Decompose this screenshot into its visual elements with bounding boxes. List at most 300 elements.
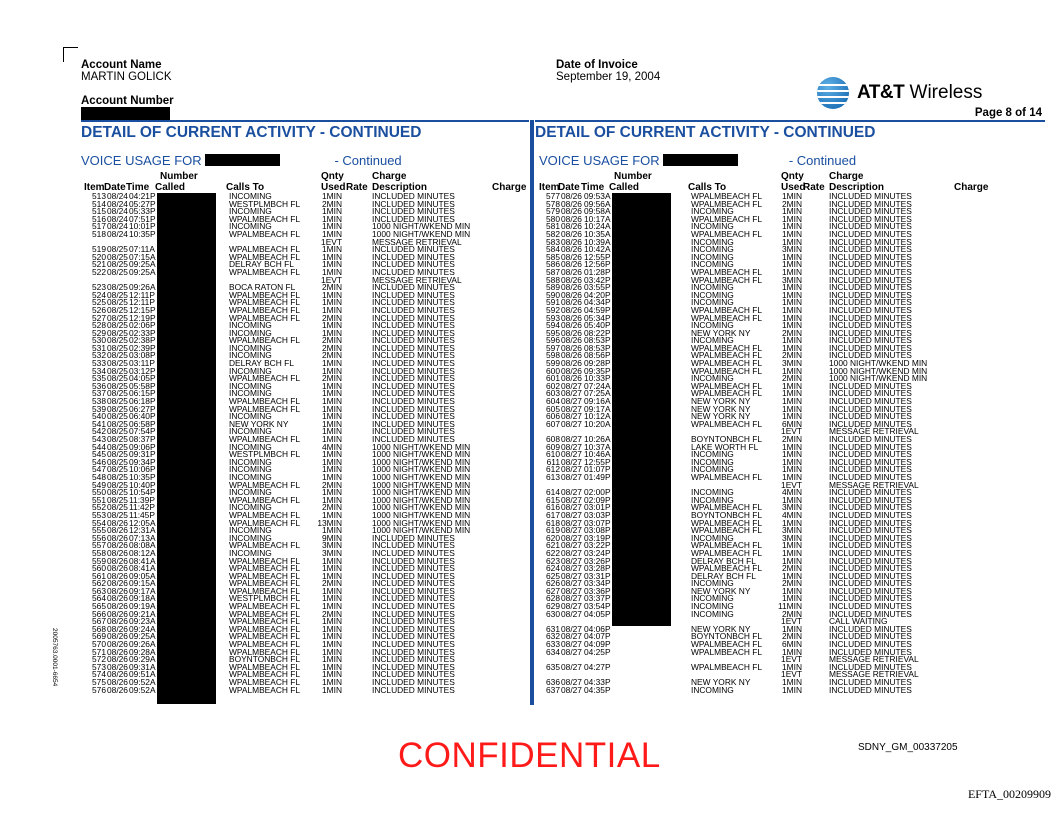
- charge-description: 1000 NIGHT/WKEND MIN: [372, 449, 471, 460]
- calls-to: BOYNTONBCH FL: [691, 509, 763, 520]
- calls-to: WPALMBEACH FL: [229, 555, 301, 566]
- call-date: 08/27: [561, 608, 582, 619]
- charge-description: INCLUDED MINUTES: [829, 304, 912, 315]
- charge-description: 1000 NIGHT/WKEND MIN: [372, 456, 471, 467]
- charge-description: MESSAGE RETRIEVAL: [372, 236, 462, 247]
- qty-used: 1MIN: [781, 297, 802, 308]
- charge-description: INCLUDED MINUTES: [372, 646, 455, 657]
- calls-to: INCOMING: [229, 487, 272, 498]
- qty-used: 1MIN: [321, 380, 342, 391]
- call-time: 05:40P: [584, 320, 611, 331]
- item-number: 566: [92, 608, 106, 619]
- charge-description: 1000 NIGHT/WKEND MIN: [372, 517, 471, 528]
- qty-used: 2MIN: [781, 578, 802, 589]
- call-date: 08/27: [561, 403, 582, 414]
- item-number: 599: [546, 358, 560, 369]
- qty-used: 1MIN: [321, 669, 342, 680]
- col-header-used: Used: [321, 182, 346, 193]
- calls-to: INCOMING: [691, 464, 734, 475]
- col-header-charge-top: Charge: [829, 171, 864, 182]
- call-date: 08/27: [561, 411, 582, 422]
- calls-to: WPALMBEACH FL: [691, 646, 763, 657]
- charge-description: 1000 NIGHT/WKEND MIN: [829, 365, 928, 376]
- calls-to: INCOMING: [691, 684, 734, 695]
- qty-used: 1MIN: [781, 191, 802, 201]
- call-date: 08/25: [107, 509, 128, 520]
- call-time: 09:52A: [129, 684, 156, 695]
- charge-description: INCLUDED MINUTES: [372, 684, 455, 695]
- col-header-time: Time: [126, 182, 150, 193]
- calls-to: WPALMBEACH FL: [691, 639, 763, 650]
- qty-used: 1MIN: [321, 388, 342, 399]
- qty-used: 1MIN: [781, 471, 802, 482]
- call-time: 03:07P: [584, 517, 611, 528]
- item-number: 582: [546, 228, 560, 239]
- calls-to: INCOMING: [691, 449, 734, 460]
- charge-description: INCLUDED MINUTES: [372, 570, 455, 581]
- call-date: 08/26: [107, 525, 128, 536]
- item-number: 587: [546, 266, 560, 277]
- charge-description: INCLUDED MINUTES: [372, 601, 455, 612]
- call-time: 02:33P: [129, 327, 156, 338]
- call-date: 08/26: [561, 282, 582, 293]
- continued-label: - Continued: [788, 153, 857, 168]
- calls-to: INCOMING: [229, 532, 272, 543]
- col-header-description: Description: [372, 182, 428, 193]
- call-time: 07:54P: [129, 426, 156, 437]
- item-number: 542: [92, 426, 106, 437]
- item-number: 609: [546, 441, 560, 452]
- qty-used: 1MIN: [321, 418, 342, 429]
- call-time: 09:29A: [129, 654, 156, 665]
- call-date: 08/25: [107, 327, 128, 338]
- qty-used: 1MIN: [321, 228, 342, 239]
- item-number: 619: [546, 525, 560, 536]
- qty-used: 1MIN: [781, 623, 802, 634]
- qty-used: 6MIN: [781, 639, 802, 650]
- call-time: 10:01P: [129, 221, 156, 232]
- calls-to: WPALMBEACH FL: [229, 616, 301, 627]
- qty-used: 1MIN: [781, 236, 802, 247]
- calls-to: INCOMING: [691, 282, 734, 293]
- item-number: 578: [546, 198, 560, 209]
- call-date: 08/26: [561, 206, 582, 217]
- qty-used: 11MIN: [777, 601, 802, 612]
- qty-used: 1MIN: [781, 593, 802, 604]
- qty-used: 1MIN: [321, 570, 342, 581]
- item-number: 623: [546, 555, 560, 566]
- qty-used: 13MIN: [317, 517, 342, 528]
- charge-description: INCLUDED MINUTES: [372, 266, 455, 277]
- call-date: 08/25: [107, 304, 128, 315]
- item-number: 637: [546, 684, 560, 695]
- item-number: 613: [546, 471, 560, 482]
- charge-description: INCLUDED MINUTES: [829, 396, 912, 407]
- call-date: 08/27: [561, 585, 582, 596]
- call-time: 06:15P: [129, 388, 156, 399]
- call-time: 09:28A: [129, 646, 156, 657]
- item-number: 576: [92, 684, 106, 695]
- calls-to: INCOMING: [229, 342, 272, 353]
- side-id: 2005763.0001-6654: [51, 628, 58, 687]
- call-time: 09:23A: [129, 616, 156, 627]
- qty-used: 1MIN: [321, 631, 342, 642]
- redaction-numbers-left: [157, 193, 216, 704]
- call-date: 08/26: [107, 639, 128, 650]
- calls-to: WESTPLMBCH FL: [229, 449, 301, 460]
- qty-used: 2MIN: [321, 342, 342, 353]
- call-time: 09:31A: [129, 661, 156, 672]
- qty-used: 1MIN: [781, 380, 802, 391]
- charge-description: CALL WAITING: [829, 616, 888, 627]
- calls-to: BOYNTONBCH FL: [691, 434, 763, 444]
- charge-description: INCLUDED MINUTES: [829, 456, 912, 467]
- charge-description: INCLUDED MINUTES: [829, 274, 912, 285]
- call-time: 09:52A: [129, 677, 156, 687]
- calls-to: INCOMING: [229, 471, 272, 482]
- item-number: 536: [92, 380, 106, 391]
- call-time: 09:16A: [584, 396, 611, 407]
- call-date: 08/26: [107, 677, 128, 687]
- qty-used: 4MIN: [321, 441, 342, 452]
- item-number: 579: [546, 206, 560, 217]
- charge-description: INCLUDED MINUTES: [829, 487, 912, 498]
- qty-used: 1MIN: [321, 449, 342, 460]
- qty-used: 1EVT: [781, 426, 802, 437]
- charge-description: INCLUDED MINUTES: [372, 198, 455, 209]
- item-number: 589: [546, 282, 560, 293]
- call-date: 08/25: [107, 396, 128, 407]
- redaction-account-number: [81, 107, 170, 120]
- calls-to: INCOMING: [691, 578, 734, 589]
- qty-used: 1MIN: [321, 487, 342, 498]
- call-date: 08/27: [561, 494, 582, 505]
- logo-brand: AT&T: [857, 82, 905, 103]
- call-date: 08/25: [107, 266, 128, 277]
- qty-used: 1MIN: [781, 396, 802, 407]
- calls-to: WPALMBEACH FL: [229, 373, 301, 384]
- call-date: 08/27: [561, 563, 582, 574]
- call-time: 09:06P: [129, 441, 156, 452]
- calls-to: INCOMING: [691, 456, 734, 467]
- charge-description: 1000 NIGHT/WKEND MIN: [372, 221, 471, 232]
- charge-description: INCLUDED MINUTES: [372, 213, 455, 224]
- calls-to: INCOMING: [691, 251, 734, 262]
- calls-to: BOCA RATON FL: [229, 282, 296, 293]
- calls-to: INCOMING: [229, 411, 272, 422]
- call-date: 08/24: [107, 213, 128, 224]
- qty-used: 1MIN: [321, 456, 342, 467]
- qty-used: 1MIN: [781, 282, 802, 293]
- call-time: 08:37P: [129, 434, 156, 444]
- item-number: 603: [546, 388, 560, 399]
- call-date: 08/26: [561, 358, 582, 369]
- calls-to: WPALMBEACH FL: [229, 601, 301, 612]
- calls-to: INCOMING: [691, 259, 734, 270]
- item-number: 575: [92, 677, 106, 687]
- call-time: 07:51P: [129, 213, 156, 224]
- call-date: 08/25: [107, 494, 128, 505]
- charge-description: INCLUDED MINUTES: [372, 282, 455, 293]
- calls-to: WPALMBEACH FL: [229, 563, 301, 574]
- logo-word: Wireless: [909, 82, 983, 103]
- call-time: 03:42P: [584, 274, 611, 285]
- call-time: 07:24A: [584, 380, 611, 391]
- call-date: 08/26: [107, 623, 128, 634]
- call-time: 10:12A: [584, 411, 611, 422]
- charge-description: 1000 NIGHT/WKEND MIN: [829, 358, 928, 369]
- call-time: 01:07P: [584, 464, 611, 475]
- item-number: 513: [92, 191, 106, 201]
- item-number: 546: [92, 456, 106, 467]
- call-time: 03:19P: [584, 532, 611, 543]
- call-date: 08/26: [561, 244, 582, 255]
- qty-used: 4MIN: [781, 509, 802, 520]
- call-date: 08/27: [561, 509, 582, 520]
- charge-description: INCLUDED MINUTES: [829, 502, 912, 513]
- call-time: 10:17A: [584, 213, 611, 224]
- call-date: 08/25: [107, 502, 128, 513]
- call-date: 08/26: [107, 654, 128, 665]
- item-number: 529: [92, 327, 106, 338]
- charge-description: INCLUDED MINUTES: [829, 684, 912, 695]
- call-date: 08/25: [107, 350, 128, 361]
- col-header-calls-to: Calls To: [226, 182, 265, 193]
- charge-description: INCLUDED MINUTES: [829, 547, 912, 558]
- call-date: 08/25: [107, 471, 128, 482]
- call-time: 09:19A: [129, 601, 156, 612]
- charge-description: MESSAGE RETRIEVAL: [372, 274, 462, 285]
- item-number: 610: [546, 449, 560, 460]
- charge-description: INCLUDED MINUTES: [829, 555, 912, 566]
- calls-to: INCOMING: [229, 221, 272, 232]
- calls-to: NEW YORK NY: [691, 677, 751, 687]
- call-date: 08/26: [561, 259, 582, 270]
- call-date: 08/26: [107, 578, 128, 589]
- call-date: 08/26: [561, 236, 582, 247]
- voice-usage-label: VOICE USAGE FOR: [81, 153, 202, 168]
- charge-description: INCLUDED MINUTES: [829, 639, 912, 650]
- qty-used: 2MIN: [321, 282, 342, 293]
- item-number: 602: [546, 380, 560, 391]
- call-time: 09:56A: [584, 198, 611, 209]
- item-number: 605: [546, 403, 560, 414]
- call-date: 08/27: [561, 555, 582, 566]
- calls-to: INCOMING: [691, 244, 734, 255]
- charge-description: MESSAGE RETRIEVAL: [829, 669, 919, 680]
- item-number: 622: [546, 547, 560, 558]
- call-date: 08/26: [561, 221, 582, 232]
- call-time: 03:34P: [584, 578, 611, 589]
- calls-to: WPALMBEACH FL: [229, 540, 301, 551]
- item-number: 626: [546, 578, 560, 589]
- calls-to: INCOMING: [691, 335, 734, 346]
- charge-description: INCLUDED MINUTES: [372, 396, 455, 407]
- item-number: 517: [92, 221, 106, 232]
- item-number: 571: [92, 646, 106, 657]
- call-date: 08/26: [561, 289, 582, 300]
- call-date: 08/25: [107, 289, 128, 300]
- item-number: 549: [92, 479, 106, 490]
- call-time: 09:35P: [584, 365, 611, 376]
- call-time: 04:09P: [584, 639, 611, 650]
- item-number: 551: [92, 494, 106, 505]
- qty-used: 1MIN: [321, 411, 342, 422]
- call-time: 09:53A: [584, 191, 611, 201]
- call-time: 04:20P: [584, 289, 611, 300]
- item-number: 580: [546, 213, 560, 224]
- item-number: 620: [546, 532, 560, 543]
- calls-to: WPALMBEACH FL: [691, 661, 763, 672]
- qty-used: 2MIN: [781, 563, 802, 574]
- call-date: 08/27: [561, 623, 582, 634]
- charge-description: INCLUDED MINUTES: [372, 593, 455, 604]
- item-number: 533: [92, 358, 106, 369]
- item-number: 525: [92, 297, 106, 308]
- call-date: 08/25: [107, 464, 128, 475]
- call-time: 03:37P: [584, 593, 611, 604]
- charge-description: INCLUDED MINUTES: [829, 540, 912, 551]
- qty-used: 1MIN: [321, 601, 342, 612]
- charge-description: INCLUDED MINUTES: [372, 585, 455, 596]
- calls-to: WPALMBEACH FL: [691, 274, 763, 285]
- call-time: 10:42A: [584, 244, 611, 255]
- call-date: 08/27: [561, 646, 582, 657]
- call-time: 03:08P: [129, 350, 156, 361]
- qty-used: 1MIN: [781, 221, 802, 232]
- call-time: 08:53P: [584, 342, 611, 353]
- call-date: 08/26: [107, 608, 128, 619]
- calls-to: WPALMBEACH FL: [229, 585, 301, 596]
- call-time: 08:53P: [584, 335, 611, 346]
- calls-to: INCOMING: [229, 525, 272, 536]
- call-date: 08/26: [561, 274, 582, 285]
- qty-used: 1MIN: [321, 365, 342, 376]
- qty-used: 2MIN: [781, 350, 802, 361]
- call-time: 09:26A: [129, 282, 156, 293]
- call-date: 08/27: [561, 487, 582, 498]
- call-time: 08:41A: [129, 563, 156, 574]
- qty-used: 1MIN: [321, 327, 342, 338]
- calls-to: WPALMBEACH FL: [229, 479, 301, 490]
- call-time: 03:54P: [584, 601, 611, 612]
- charge-description: INCLUDED MINUTES: [372, 563, 455, 574]
- call-time: 09:25A: [129, 631, 156, 642]
- qty-used: 1MIN: [321, 221, 342, 232]
- call-time: 03:31P: [584, 570, 611, 581]
- call-date: 08/25: [107, 449, 128, 460]
- call-date: 08/27: [561, 380, 582, 391]
- call-date: 08/25: [107, 312, 128, 323]
- qty-used: 9MIN: [321, 532, 342, 543]
- call-time: 02:06P: [129, 320, 156, 331]
- invoice-date: September 19, 2004: [556, 71, 661, 83]
- charge-description: INCLUDED MINUTES: [372, 365, 455, 376]
- calls-to: DELRAY BCH FL: [691, 570, 756, 581]
- call-time: 04:06P: [584, 623, 611, 634]
- qty-used: 1MIN: [321, 654, 342, 665]
- section-title-left: DETAIL OF CURRENT ACTIVITY - CONTINUED: [81, 120, 529, 142]
- item-number: 554: [92, 517, 106, 528]
- item-number: 625: [546, 570, 560, 581]
- call-date: 08/27: [561, 601, 582, 612]
- call-date: 08/26: [561, 213, 582, 224]
- call-time: 02:00P: [584, 487, 611, 498]
- charge-description: INCLUDED MINUTES: [372, 639, 455, 650]
- calls-to: WPALMBEACH FL: [691, 213, 763, 224]
- call-date: 08/26: [561, 228, 582, 239]
- item-number: 634: [546, 646, 560, 657]
- calls-to: WPALMBEACH FL: [229, 244, 301, 255]
- call-date: 08/25: [107, 358, 128, 369]
- item-number: 598: [546, 350, 560, 361]
- qty-used: 1MIN: [781, 365, 802, 376]
- charge-description: INCLUDED MINUTES: [372, 373, 455, 384]
- calls-to: WPALMBEACH FL: [229, 570, 301, 581]
- calls-to: WPALMBEACH FL: [229, 631, 301, 642]
- qty-used: 1MIN: [781, 464, 802, 475]
- bates-number: SDNY_GM_00337205: [858, 742, 958, 753]
- qty-used: 2MIN: [321, 479, 342, 490]
- calls-to: WESTPLMBCH FL: [229, 593, 301, 604]
- call-time: 10:24A: [584, 221, 611, 232]
- call-date: 08/24: [107, 206, 128, 217]
- item-number: 581: [546, 221, 560, 232]
- calls-to: DELRAY BCH FL: [229, 259, 294, 270]
- call-date: 08/25: [107, 259, 128, 270]
- call-date: 08/26: [107, 593, 128, 604]
- qty-used: 1MIN: [321, 677, 342, 687]
- qty-used: 1MIN: [781, 555, 802, 566]
- col-header-charge: Charge: [954, 182, 989, 193]
- call-time: 10:33P: [584, 373, 611, 384]
- call-date: 08/26: [107, 684, 128, 695]
- item-number: 588: [546, 274, 560, 285]
- calls-to: INCOMING: [691, 608, 734, 619]
- call-date: 08/27: [561, 677, 582, 687]
- call-date: 08/26: [107, 570, 128, 581]
- call-time: 11:42P: [129, 502, 155, 513]
- calls-to: NEW YORK NY: [691, 411, 751, 422]
- account-name-label: Account Name: [81, 59, 162, 71]
- call-time: 09:34P: [129, 456, 156, 467]
- item-number: 545: [92, 449, 106, 460]
- call-time: 10:37A: [584, 441, 611, 452]
- charge-description: INCLUDED MINUTES: [829, 236, 912, 247]
- col-header-calls-to: Calls To: [688, 182, 727, 193]
- col-header-item: Item: [539, 182, 560, 193]
- call-date: 08/27: [561, 434, 582, 444]
- call-date: 08/26: [107, 631, 128, 642]
- calls-to: WPALMBEACH FL: [229, 677, 301, 687]
- call-time: 01:28P: [584, 266, 611, 277]
- calls-to: WPALMBEACH FL: [229, 228, 301, 239]
- col-header-rate: Rate: [803, 182, 825, 193]
- call-time: 04:34P: [584, 297, 611, 308]
- call-time: 09:31P: [129, 449, 156, 460]
- call-time: 04:33P: [584, 677, 611, 687]
- item-number: 595: [546, 327, 560, 338]
- qty-used: 1EVT: [321, 236, 342, 247]
- qty-used: 2MIN: [321, 502, 342, 513]
- charge-description: INCLUDED MINUTES: [372, 191, 455, 201]
- qty-used: 1MIN: [321, 464, 342, 475]
- call-date: 08/26: [561, 191, 582, 201]
- col-header-charge-top: Charge: [372, 171, 407, 182]
- charge-description: INCLUDED MINUTES: [372, 434, 455, 444]
- item-number: 618: [546, 517, 560, 528]
- qty-used: 1EVT: [781, 479, 802, 490]
